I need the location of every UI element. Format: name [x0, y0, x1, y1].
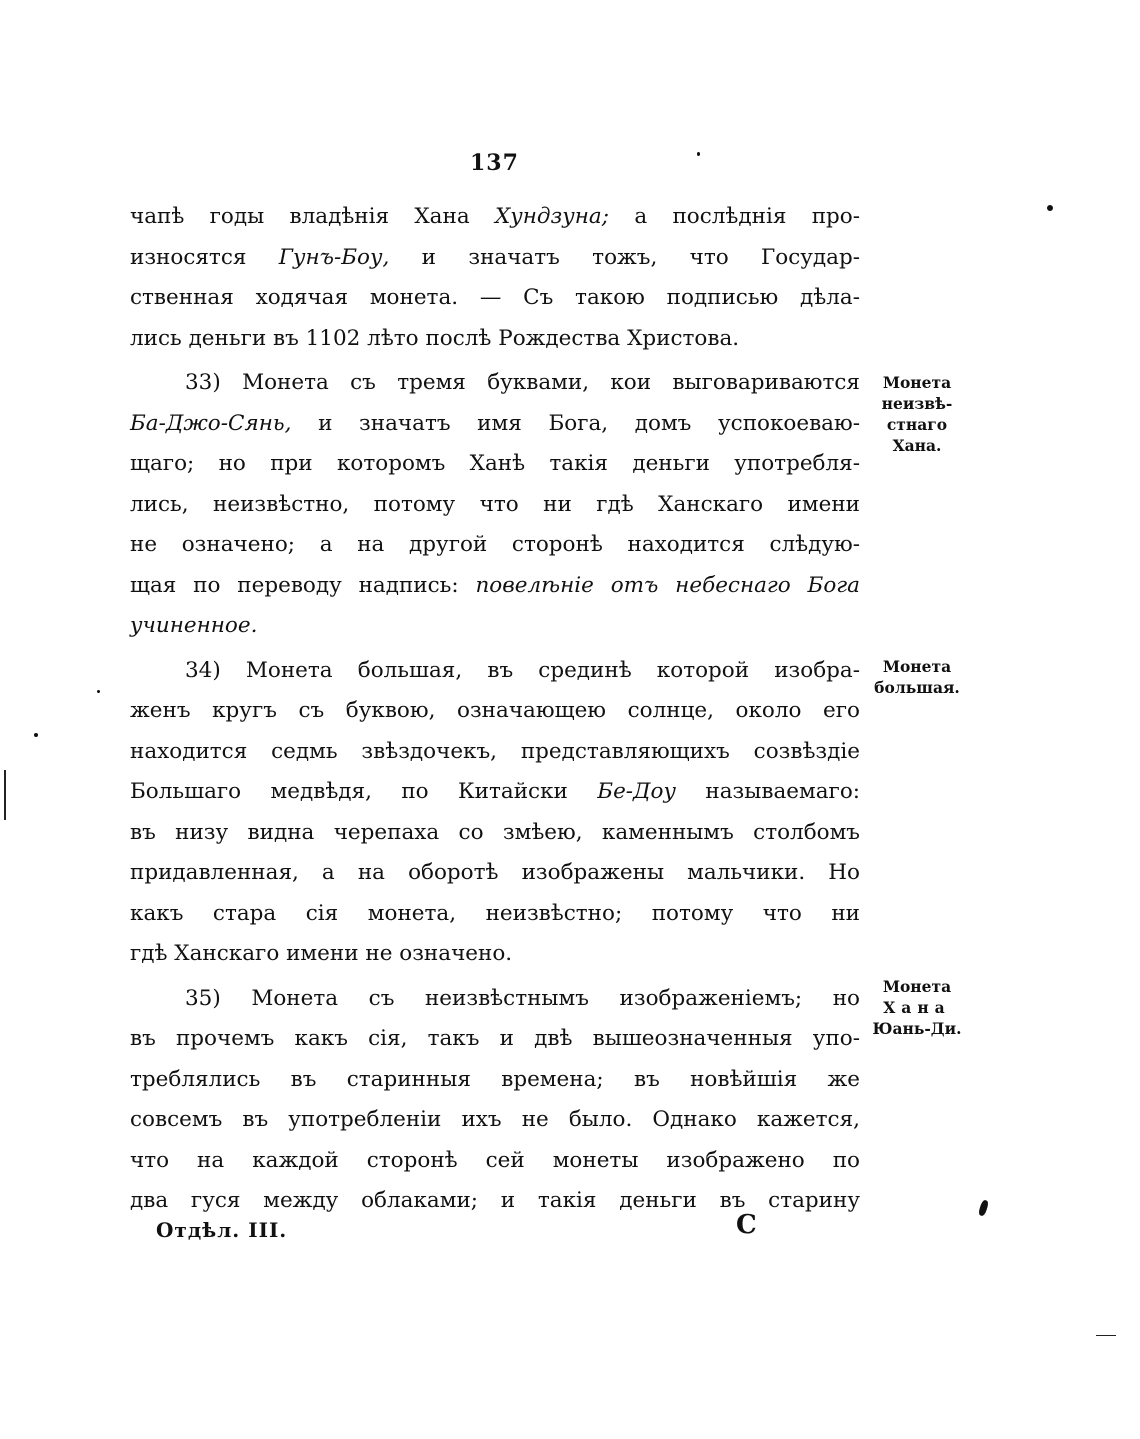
text-line: въ прочемъ какъ сія, такъ и двѣ вышеозначенныя упо-	[130, 1026, 860, 1051]
text-line: щая по переводу надпись: повелѣніе отъ небеснаго Бога	[130, 572, 860, 598]
paragraph-34	[130, 651, 860, 975]
scan-speck	[978, 1199, 990, 1216]
printer-signature: С	[736, 1210, 757, 1240]
margin-note-yuan-di: Монета Хана Юань-Ди.	[872, 977, 962, 1038]
margin-note-large-coin: Монета большая.	[874, 657, 960, 697]
text-line: какъ стара сія монета, неизвѣстно; потому что ни	[130, 900, 860, 926]
text-line: учиненное.	[130, 613, 258, 638]
text-line: что на каждой сторонѣ сей монеты изображено по	[130, 1147, 860, 1173]
text-line: женъ кругъ съ буквою, означающею солнце, около его	[130, 698, 860, 723]
paragraph-33	[130, 363, 860, 647]
text-line: два гуся между облаками; и такія деньги въ старину	[130, 1188, 860, 1213]
text-line: 33) Монета съ тремя буквами, кои выговариваются	[185, 370, 860, 395]
text-line: лись деньги въ 1102 лѣто послѣ Рождества Христова.	[130, 325, 740, 351]
section-label: Отдѣл. III.	[156, 1218, 288, 1242]
text-line: чапѣ годы владѣнія Хана Хундзуна; а послѣднія про-	[130, 204, 861, 229]
text-line: ственная ходячая монета. — Съ такою подписью дѣла-	[130, 285, 860, 310]
text-line: щаго; но при которомъ Ханѣ такія деньги употребля-	[130, 451, 860, 476]
scan-speck	[697, 152, 700, 156]
text-line: придавленная, а на оборотѣ изображены мальчики. Но	[130, 860, 860, 885]
text-line: лись, неизвѣстно, потому что ни гдѣ Ханскаго имени	[130, 491, 860, 517]
paragraph-continued	[130, 197, 860, 359]
paragraph-35	[130, 979, 860, 1222]
text-line: износятся Гунъ-Боу, и значатъ тожъ, что Государ-	[130, 244, 860, 270]
scan-speck	[97, 690, 100, 693]
text-line: треблялись въ старинныя времена; въ новѣйшія же	[130, 1066, 860, 1092]
text-line: не означено; а на другой сторонѣ находится слѣдую-	[130, 532, 860, 557]
margin-note-unknown-khan: Монета неизвѣ- стнаго Хана.	[881, 373, 953, 455]
scan-mark-right	[1096, 1335, 1116, 1336]
text-line: совсемъ въ употребленіи ихъ не было. Однако кажется,	[130, 1107, 860, 1132]
body-text	[130, 197, 860, 1222]
text-line: Ба-Джо-Сянь, и значатъ имя Бога, домъ успокоеваю-	[130, 410, 860, 436]
text-line: въ низу видна черепаха со змѣею, каменнымъ столбомъ	[130, 819, 860, 845]
text-line: Большаго медвѣдя, по Китайски Бе-Доу называемаго:	[130, 779, 861, 804]
scan-mark-left	[4, 770, 6, 820]
page-number: 137	[470, 150, 519, 176]
text-line: гдѣ Ханскаго имени не означено.	[130, 941, 513, 966]
scan-speck	[1047, 205, 1053, 211]
text-line: находится седмь звѣздочекъ, представляющихъ созвѣздіе	[130, 738, 860, 764]
text-line: 35) Монета съ неизвѣстнымъ изображеніемъ; но	[185, 985, 860, 1011]
text-line: 34) Монета большая, въ срединѣ которой изобра-	[185, 657, 860, 683]
scan-speck	[34, 733, 38, 737]
